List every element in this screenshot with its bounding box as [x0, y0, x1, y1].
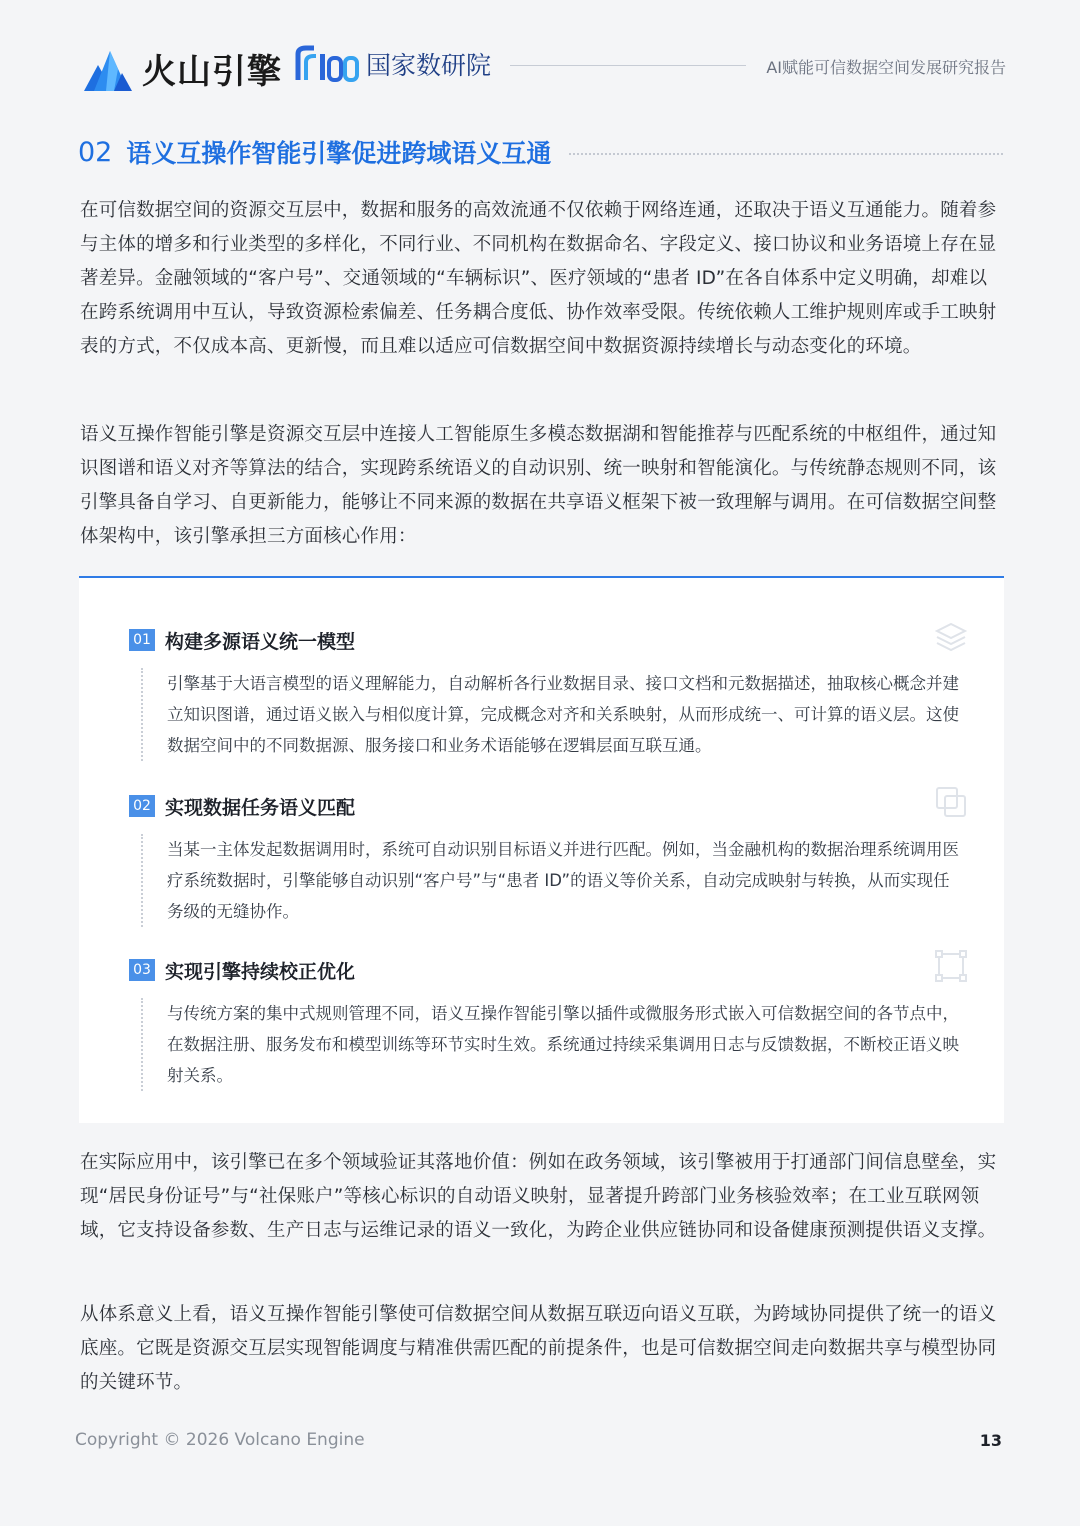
page-number: 13: [979, 1431, 1002, 1450]
closing-paragraph-2: 从体系意义上看，语义互操作智能引擎使可信数据空间从数据互联迈向语义互联，为跨域协同提供了统一的语义底座。它既是资源交互层实现智能调度与精准供需匹配的前提条件，也是可信数据空间走向数据共享与模型协同的关键环节。: [80, 1304, 997, 1393]
role-title: 实现引擎持续校正优化: [165, 960, 356, 983]
heading-dotted-rule: [569, 153, 1003, 155]
role-body: 当某一主体发起数据调用时，系统可自动识别目标语义并进行匹配。例如，当金融机构的数据治理系统调用医疗系统数据时，引擎能够自动识别“客户号”与“患者 ID”的语义等价关系，自动完成映射与转换，从而实现任务级的无缝协作。: [141, 834, 959, 927]
role-item-1: [129, 626, 959, 761]
role-item-2: [129, 792, 959, 927]
role-title: 实现数据任务语义匹配: [165, 796, 356, 819]
page-header: [0, 0, 1080, 110]
copyright-text: Copyright © 2026 Volcano Engine: [75, 1430, 365, 1450]
section-number: 02: [78, 136, 113, 168]
intro-paragraph-1: 在可信数据空间的资源交互层中，数据和服务的高效流通不仅依赖于网络连通，还取决于语义互通能力。随着参与主体的增多和行业类型的多样化，不同行业、不同机构在数据命名、字段定义、接口协议和业务语境上存在显著差异。金融领域的“客户号”、交通领域的“车辆标识”、医疗领域的“患者 ID”在各自体系中定义明确，却难以在跨系统调用中互认，导致资源检索偏差、任务耦合度低、协作效率受限。传统依赖人工维护规则库或手工映射表的方式，不仅成本高、更新慢，而且难以适应可信数据空间中数据资源持续增长与动态变化的环境。: [80, 200, 997, 357]
report-title: AI赋能可信数据空间发展研究报告: [766, 58, 1006, 77]
role-badge: 03: [129, 959, 155, 981]
role-body: 引擎基于大语言模型的语义理解能力，自动解析各行业数据目录、接口文档和元数据描述，抽取核心概念并建立知识图谱，通过语义嵌入与相似度计算，完成概念对齐和关系映射，从而形成统一、可计算的语义层。这使数据空间中的不同数据源、服务接口和业务术语能够在逻辑层面互联互通。: [141, 668, 959, 761]
intro-paragraph-2: 语义互操作智能引擎是资源交互层中连接人工智能原生多模态数据湖和智能推荐与匹配系统的中枢组件，通过知识图谱和语义对齐等算法的结合，实现跨系统语义的自动识别、统一映射和智能演化。与传统静态规则不同，该引擎具备自学习、自更新能力，能够让不同来源的数据在共享语义框架下被一致理解与调用。在可信数据空间整体架构中，该引擎承担三方面核心作用：: [80, 424, 997, 547]
volcano-engine-logo: [84, 44, 282, 93]
role-badge: 01: [129, 629, 155, 651]
volcano-mountain-icon: [84, 47, 132, 91]
closing-paragraph-1: 在实际应用中，该引擎已在多个领域验证其落地价值：例如在政务领域，该引擎被用于打通部门间信息壁垒，实现“居民身份证号”与“社保账户”等核心标识的自动语义映射，显著提升跨部门业务核验效率；在工业互联网领域，它支持设备参数、生产日志与运维记录的语义一致化，为跨企业供应链协同和设备健康预测提供语义支撑。: [80, 1152, 997, 1241]
cnbdi-name: 国家数研院: [366, 51, 492, 80]
role-item-3: [129, 956, 959, 1091]
role-badge: 02: [129, 795, 155, 817]
core-roles-card: [79, 576, 1004, 1123]
layers-icon: [933, 618, 969, 654]
role-title: 构建多源语义统一模型: [165, 630, 356, 653]
volcano-engine-wordmark: 火山引擎: [142, 52, 282, 92]
cnbdi-logo: [294, 44, 491, 84]
copy-icon: [933, 784, 969, 820]
header-divider: [510, 65, 746, 66]
role-body: 与传统方案的集中式规则管理不同，语义互操作智能引擎以插件或微服务形式嵌入可信数据空间的各节点中，在数据注册、服务发布和模型训练等环节实时生效。系统通过持续采集调用日志与反馈数据，不断校正语义映射关系。: [141, 998, 959, 1091]
cnbdi-mark-icon: [294, 44, 360, 84]
nodes-icon: [933, 948, 969, 984]
section-title: 语义互操作智能引擎促进跨域语义互通: [126, 139, 552, 168]
section-heading: [78, 134, 1003, 170]
